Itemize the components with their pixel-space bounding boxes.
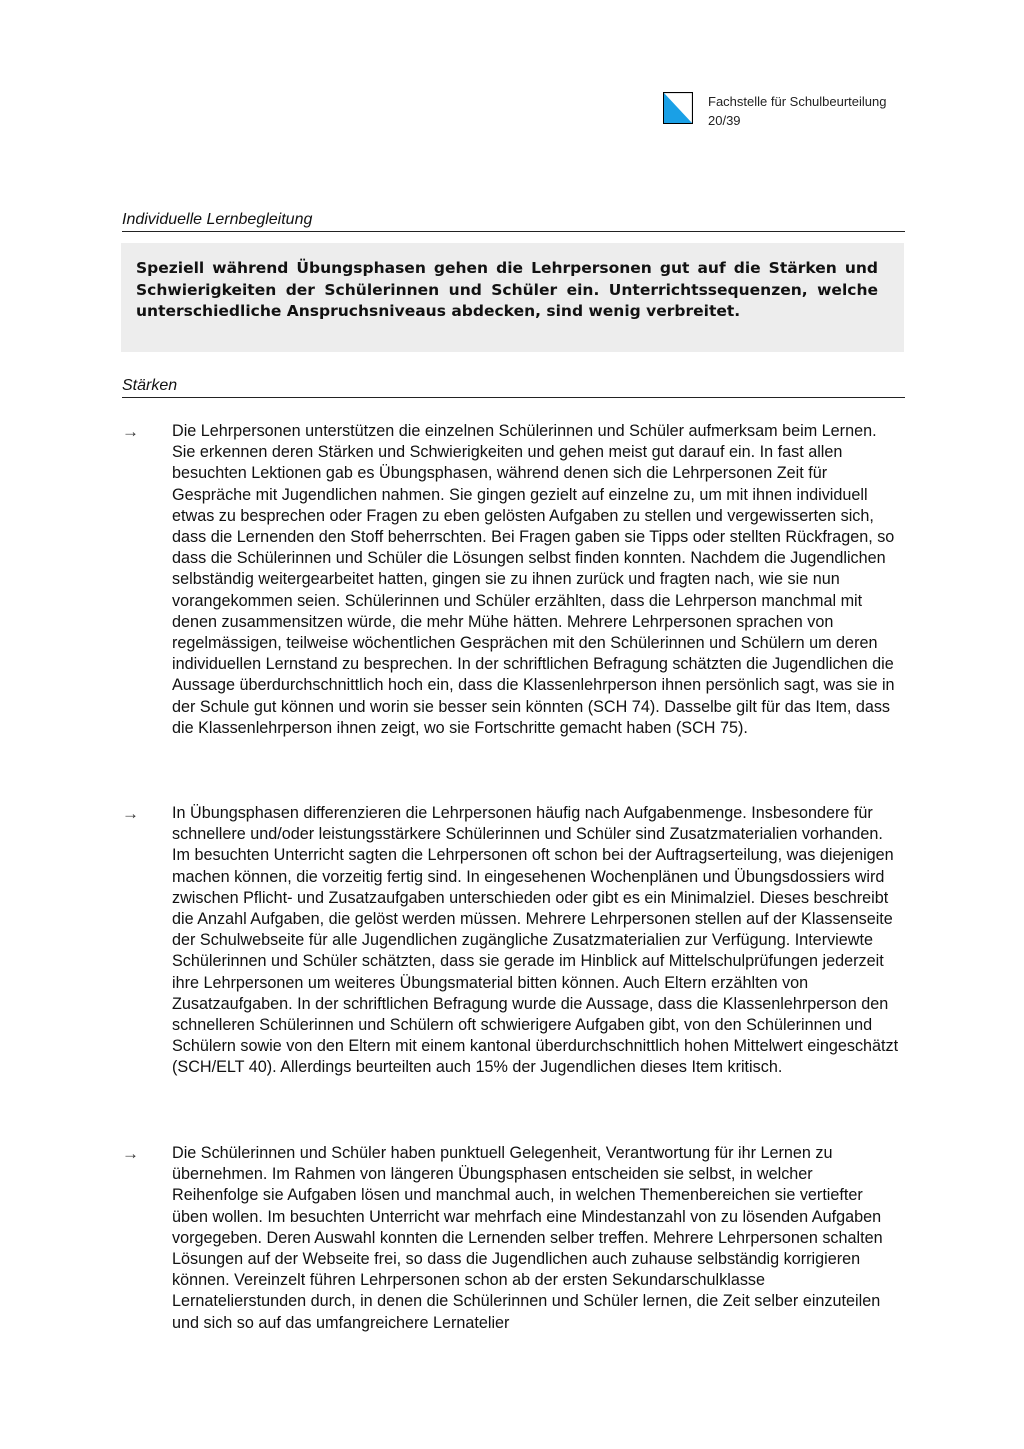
organization-name: Fachstelle für Schulbeurteilung	[708, 94, 887, 109]
bullet-text: In Übungsphasen differenzieren die Lehrpersonen häufig nach Aufgabenmenge. Insbesondere für schnellere und/oder leistungsstärkere Schülerinnen und Schüler sind Zusatzmaterialien vorhanden. Im besuchten Unterricht sagten die Lehrpersonen oft schon bei der Auftragserteilung, was diejenigen machen können, die vorzeitig fertig sind. In eingesehenen Wochenplänen und Übungsdossiers wird zwischen Pflicht- und Zusatzaufgaben unterschieden oder gibt es ein Minimalziel. Dieses beschreibt die Anzahl Aufgaben, die gelöst werden müssen. Mehrere Lehrpersonen stellen auf der Klassenseite der Schulwebseite für alle Jugendlichen zugängliche Zusatzmaterialien zur Verfügung. Interviewte Schülerinnen und Schüler schätzten, dass sie gerade im Hinblick auf Mittelschulprüfungen jederzeit ihre Lehrpersonen um weiteres Übungsmaterial bitten können. Auch Eltern erzählten von Zusatzaufgaben. In der schriftlichen Befragung wurde die Aussage, dass die Klassenlehrperson den schnelleren Schülerinnen und Schülern oft schwierigere Aufgaben gibt, von den Schülerinnen und Schülern sowie von den Eltern mit einem kantonal überdurchschnittlich hohen Mittelwert eingeschätzt (SCH/ELT 40). Allerdings beurteilten auch 15% der Jugendlichen dieses Item kritisch.	[172, 804, 899, 1077]
bullet-item	[122, 421, 905, 739]
page-header	[708, 92, 887, 130]
canton-logo-icon	[663, 92, 693, 124]
arrow-right-icon: →	[122, 422, 139, 441]
summary-box	[121, 243, 904, 352]
section-heading-staerken: Stärken	[122, 376, 905, 398]
arrow-right-icon: →	[122, 1144, 139, 1163]
section-heading-lernbegleitung: Individuelle Lernbegleitung	[122, 210, 905, 232]
bullet-text: Die Schülerinnen und Schüler haben punktuell Gelegenheit, Verantwortung für ihr Lernen zu übernehmen. Im Rahmen von längeren Übungsphasen entscheiden sie selbst, in welcher Reihenfolge sie Aufgaben lösen und manchmal auch, in welchen Themenbereichen sie vertiefter üben wollen. Im besuchten Unterricht war mehrfach eine Mindestanzahl von zu lösenden Aufgaben vorgegeben. Deren Auswahl konnten die Lernenden selber treffen. Mehrere Lehrpersonen schalten Lösungen auf der Webseite frei, so dass die Jugendlichen auch zuhause selbständig korrigieren können. Vereinzelt führen Lehrpersonen schon ab der ersten Sekundarschulklasse Lernatelierstunden durch, in denen die Schülerinnen und Schüler lernen, die Zeit selber einzuteilen und sich so auf das umfangreichere Lernatelier	[172, 1144, 883, 1332]
bullet-text: Die Lehrpersonen unterstützen die einzelnen Schülerinnen und Schüler aufmerksam beim Lernen. Sie erkennen deren Stärken und Schwierigkeiten und gehen meist gut darauf ein. In fast allen besuchten Lektionen gab es Übungsphasen, während denen sich die Lehrpersonen Zeit für Gespräche mit Jugendlichen nahmen. Sie gingen gezielt auf einzelne zu, um mit ihnen individuell etwas zu besprechen oder Fragen zu eben gelösten Aufgaben zu stellen und vergewisserten sich, dass die Lernenden den Stoff beherrschten. Bei Fragen gaben sie Tipps oder stellten Rückfragen, so dass die Schülerinnen und Schüler die Lösungen selbst finden konnten. Nachdem die Jugendlichen selbständig weitergearbeitet hatten, gingen sie zu ihnen zurück und fragten nach, wie sie nun vorangekommen seien. Schülerinnen und Schüler erzählten, dass die Lehrperson manchmal mit denen zusammensitzen würde, die mehr Mühe hätten. Mehrere Lehrpersonen sprachen von regelmässigen, teilweise wöchentlichen Gesprächen mit den Schülerinnen und Schülern um deren individuellen Lernstand zu besprechen. In der schriftlichen Befragung schätzten die Jugendlichen die Aussage überdurchschnittlich hoch ein, dass die Klassenlehrperson ihnen persönlich sagt, was sie in der Schule gut können und worin sie besser sein könnten (SCH 74). Dasselbe gilt für das Item, dass die Klassenlehrperson ihnen zeigt, wo sie Fortschritte gemacht haben (SCH 75).	[172, 422, 895, 737]
bullet-item	[122, 803, 905, 1079]
summary-text: Speziell während Übungsphasen gehen die Lehrpersonen gut auf die Stärken und Schwierigkeiten der Schülerinnen und Schüler ein. Unterrichtssequenzen, welche unterschiedliche Anspruchsniveaus abdecken, sind wenig verbreitet.	[136, 259, 878, 320]
bullet-item	[122, 1143, 905, 1334]
page-number: 20/39	[708, 113, 741, 128]
arrow-right-icon: →	[122, 804, 139, 823]
